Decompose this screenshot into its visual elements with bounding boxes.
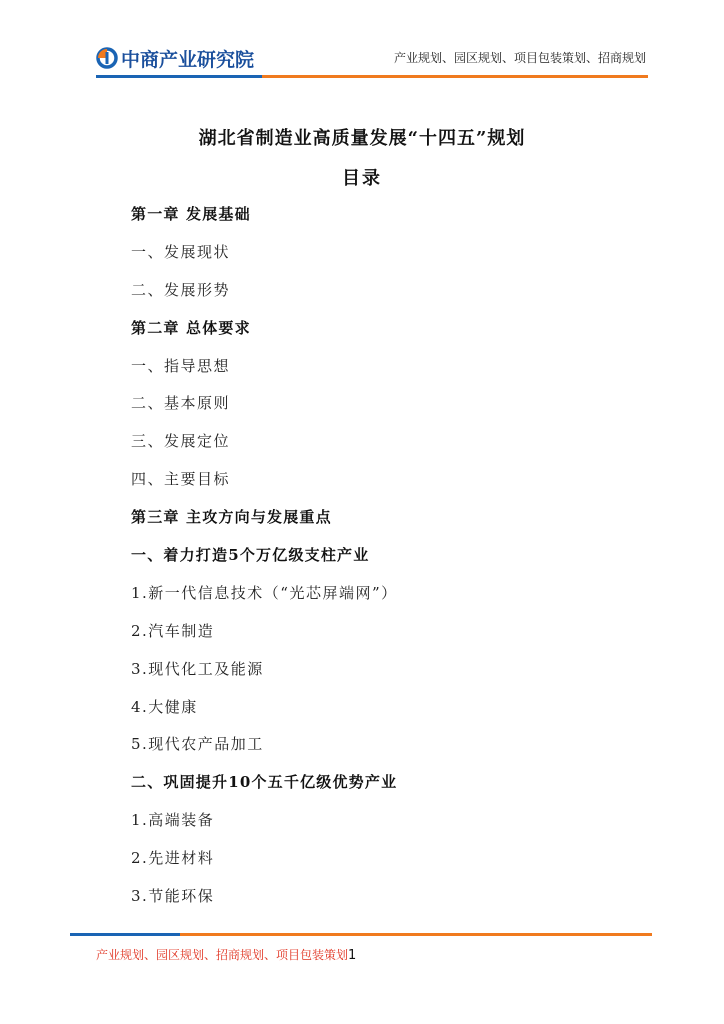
toc-chapter-2[interactable]: 第二章 总体要求 <box>131 318 251 337</box>
toc-item[interactable]: 二、发展形势 <box>131 280 231 299</box>
toc-item[interactable]: 3.节能环保 <box>131 887 215 906</box>
header-divider-blue <box>96 75 262 78</box>
footer-divider-orange <box>180 933 652 936</box>
footer-divider-blue <box>70 933 180 936</box>
toc-chapter-1[interactable]: 第一章 发展基础 <box>131 205 251 223</box>
toc-section[interactable]: 一、着力打造5个万亿级支柱产业 <box>131 546 370 565</box>
toc-item[interactable]: 四、主要目标 <box>131 470 231 489</box>
toc-item[interactable]: 2.汽车制造 <box>131 621 215 640</box>
toc-item[interactable]: 一、指导思想 <box>131 356 231 375</box>
logo-icon <box>96 47 118 69</box>
footer-tagline: 产业规划、园区规划、招商规划、项目包装策划 <box>96 948 349 962</box>
toc-item[interactable]: 1.新一代信息技术（“光芯屏端网”） <box>131 583 398 602</box>
header-tagline: 产业规划、园区规划、项目包装策划、招商规划 <box>393 51 646 65</box>
document-title: 湖北省制造业高质量发展“十四五”规划 <box>198 128 526 149</box>
header-divider-orange <box>262 75 648 78</box>
toc-item[interactable]: 二、基本原则 <box>131 394 231 413</box>
logo-text: 中商产业研究院 <box>121 48 255 71</box>
toc-heading: 目录 <box>342 168 382 189</box>
toc-item[interactable]: 1.高端装备 <box>131 811 215 830</box>
page-footer <box>96 946 356 963</box>
toc-item[interactable]: 5.现代农产品加工 <box>131 735 264 754</box>
toc-item[interactable]: 三、发展定位 <box>131 432 231 451</box>
toc-item[interactable]: 3.现代化工及能源 <box>131 659 264 678</box>
logo <box>96 44 254 72</box>
table-of-contents <box>131 200 631 920</box>
toc-section[interactable]: 二、巩固提升10个五千亿级优势产业 <box>131 773 398 792</box>
toc-chapter-3[interactable]: 第三章 主攻方向与发展重点 <box>131 508 332 527</box>
toc-item[interactable]: 一、发展现状 <box>131 242 231 261</box>
toc-item[interactable]: 4.大健康 <box>131 697 198 716</box>
page-number: 1 <box>348 948 357 963</box>
page-header <box>0 0 724 85</box>
toc-item[interactable]: 2.先进材料 <box>131 849 215 868</box>
